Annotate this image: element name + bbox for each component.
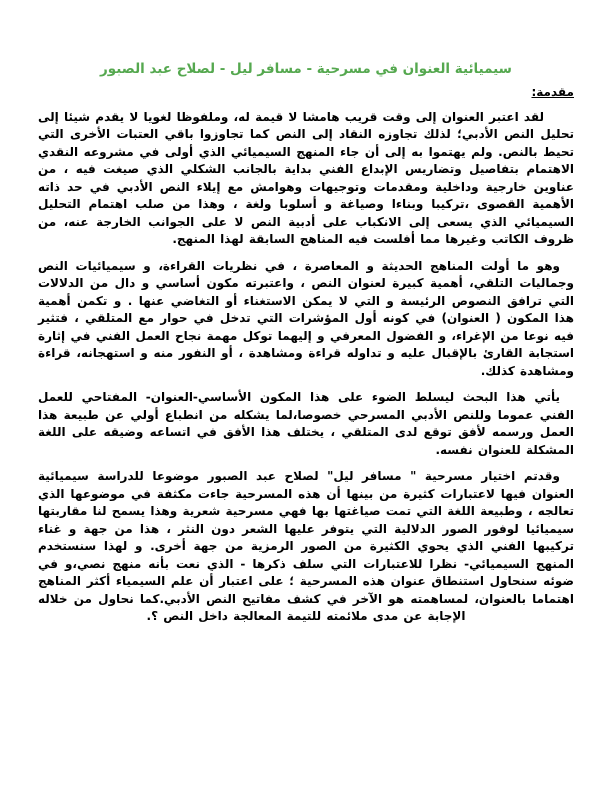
paragraph-research-focus: يأتي هذا البحث ليسلط الضوء على هذا المكون الأساسي-العنوان- المفتاحي للعمل الفني عموما وللنص الأدبي المسرحي خصوصا،لما يشكله من انطباع أولي عن طبيعة هذا العمل ورسمه لأفق توقع لدى المتلقي ، يختلف هذا الأفق في اتساعه وضيقه على اللغة المشكلة للعنوان نفسه. <box>38 390 574 457</box>
paragraph-introduction-1: لقد اعتبر العنوان إلى وقت قريب هامشا لا قيمة له، وملفوظا لغويا لا يقدم شيئا إلى تحليل النص الأدبي؛ لذلك تجاوزه النقاد إلى النص كما تجاوزوا باقي العتبات الأخرى التي تحيط بالنص. ولم يهتموا به إلى أن جاء المنهج السيميائي الذي أولى في مشروعه النقدي الاهتمام بتفاصيل وتضاريس الإبداع الفني بداية بالجانب الشكلي الذي صيغت فيه ، من عناوين خارجية وداخلية ومقدمات وتوجيهات وهوامش مع إيلاء النص الأدبي في حد ذاته الأهمية القصوى ،تركيبا وبناءا وصياغة و أسلوبا ولغة ، وهذا من صلب اهتمام التحليل السيميائي الذي يسعى إلى الانكباب على أدبية النص لا على الجوانب الخارجة عنه، من ظروف الكاتب وغيرها مما أفلست فيه المناهج السابقة لهذا المنهج. <box>38 109 574 247</box>
document-title: سيميائية العنوان في مسرحية - مسافر ليل - لصلاح عبد الصبور <box>100 61 512 77</box>
section-heading-label: مقدمة: <box>531 84 574 99</box>
section-heading <box>38 85 574 99</box>
paragraph-title-importance: وهو ما أولت المناهج الحديثة و المعاصرة ، في نظريات القراءة، و سيميائيات النص وجماليات التلقي، أهمية كبيرة لعنوان النص ، واعتبرته مكون أساسي و دال من الدلالات التي ترافق النصوص الرئيسة و التي لا يمكن الاستغناء أو التغاضي عنها . و تكمن أهمية هذا المكون ( العنوان) في كونه أول المؤشرات التي تدخل في حوار مع المتلقي ، فتثير فيه نوعا من الإغراء، و الفضول المعرفي و إليهما توكل مهمة نجاح العمل الفني في إثارة استجابة القارئ بالإقبال عليه و تداوله قراءة ومشاهدة ، أو النفور منه و استهجانه، قراءة ومشاهدة كذلك. <box>38 258 574 378</box>
paragraph-play-selection: وقدتم اختيار مسرحية " مسافر ليل" لصلاح عبد الصبور موضوعا للدراسة سيميائية العنوان فيها لاعتبارات كثيرة من بينها أن هذه المسرحية جاءت مكثفة في موضوعها الذي تعالجه ، وطبيعة اللغة التي تمت صياغتها بها فهي مسرحية شعرية وهذا يسمح لنا مقاربتها سيميائيا لوفور الصور الدلالية التي يتوفر عليها الشعر دون النثر ، هذا من جهة و غناء تركيبها الفني الذي يحوي الكثيرة من الصور الرمزية من جهة أخرى. و لهذا سنستخدم المنهج السيميائي- نظرا للاعتبارات التي سلف ذكرها - الذي نعت بأنه منهج نصي،و في ضوئه سنحاول استنطاق عنوان هذه المسرحية ؛ على اعتبار أن علم السيمياء أكثر المناهج اهتماما بالعنوان، لمساهمته هو الآخر في كشف مفاتيح النص الأدبي.كما نحاول من خلاله الإجابة عن مدى ملائمته للتيمة المعالجة داخل النص ؟. <box>38 469 574 624</box>
document-body <box>38 109 574 626</box>
